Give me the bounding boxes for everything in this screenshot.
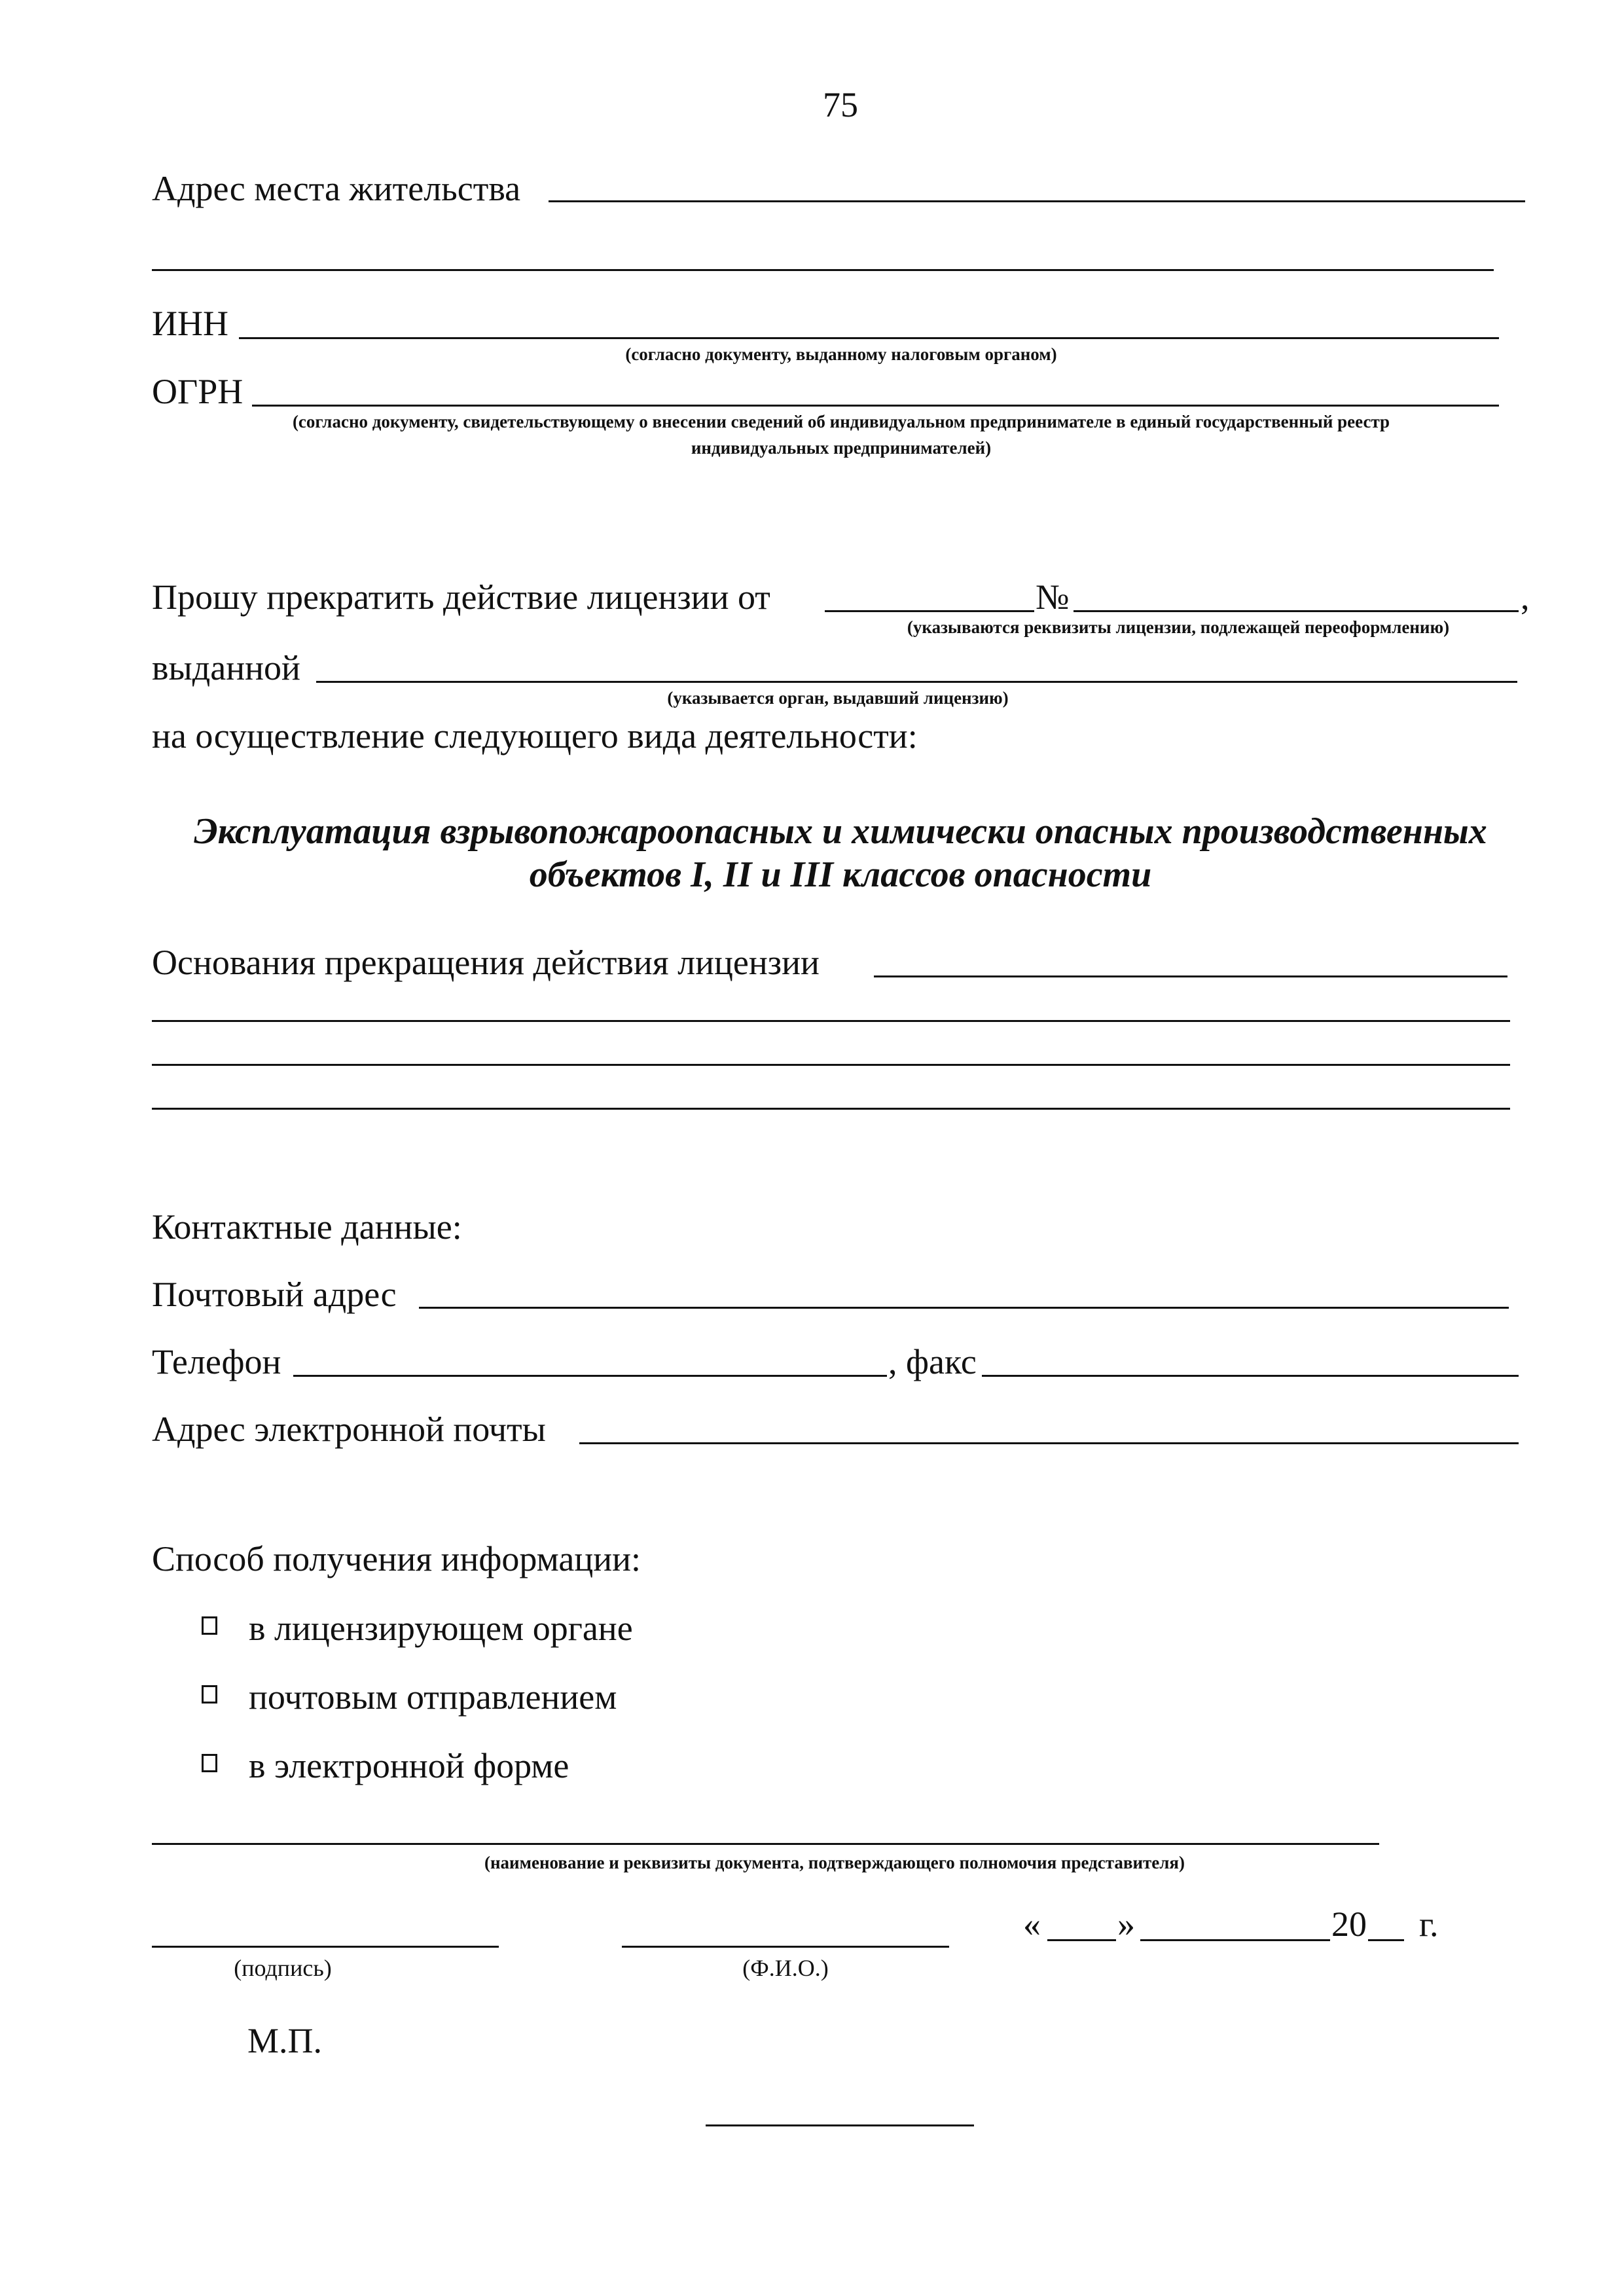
- activity-title-line2: объектов I, II и III классов опасности: [529, 854, 1152, 895]
- delivery-option-checkbox-3[interactable]: [202, 1754, 217, 1772]
- activity-intro: на осуществление следующего вида деятельности:: [152, 716, 918, 756]
- date-year-suffix: г.: [1419, 1904, 1439, 1944]
- issuer-note: (указывается орган, выдавший лицензию): [667, 688, 1009, 708]
- postal-address-label: Почтовый адрес: [152, 1275, 397, 1314]
- stamp-placeholder: М.П.: [247, 2021, 323, 2060]
- inn-label: ИНН: [152, 304, 228, 343]
- email-field-line[interactable]: [579, 1442, 1519, 1444]
- date-year-prefix: 20: [1331, 1904, 1367, 1944]
- grounds-field-line-2[interactable]: [152, 1020, 1510, 1022]
- delivery-option-label-3: в электронной форме: [249, 1746, 569, 1785]
- signature-field-line[interactable]: [152, 1946, 499, 1948]
- representative-document-note: (наименование и реквизиты документа, подтверждающего полномочия представителя): [484, 1853, 1185, 1872]
- ogrn-note-line2: индивидуальных предпринимателей): [691, 438, 992, 458]
- signature-label: (подпись): [234, 1955, 332, 1981]
- grounds-field-line[interactable]: [874, 975, 1507, 977]
- activity-title-line1: Эксплуатация взрывопожароопасных и химически опасных производственных: [194, 811, 1487, 852]
- email-label: Адрес электронной почты: [152, 1410, 546, 1449]
- issuer-field-line[interactable]: [316, 681, 1517, 683]
- date-close-quote: »: [1117, 1904, 1135, 1944]
- address-field-line-2[interactable]: [152, 269, 1494, 271]
- inn-field-line[interactable]: [239, 337, 1499, 339]
- postal-address-field-line[interactable]: [419, 1307, 1509, 1309]
- delivery-option-checkbox-2[interactable]: [202, 1685, 217, 1704]
- date-month-field-line[interactable]: [1140, 1939, 1330, 1941]
- fax-label: , факс: [888, 1342, 977, 1381]
- delivery-option-checkbox-1[interactable]: [202, 1616, 217, 1635]
- address-field-line[interactable]: [549, 200, 1525, 202]
- phone-field-line[interactable]: [293, 1375, 887, 1377]
- ogrn-label: ОГРН: [152, 372, 244, 411]
- date-day-field-line[interactable]: [1047, 1939, 1116, 1941]
- grounds-field-line-4[interactable]: [152, 1108, 1510, 1110]
- delivery-heading: Способ получения информации:: [152, 1539, 641, 1578]
- date-open-quote: «: [1023, 1904, 1041, 1944]
- address-label: Адрес места жительства: [152, 169, 521, 208]
- bottom-divider: [706, 2124, 974, 2126]
- page-number: 75: [823, 85, 858, 124]
- ogrn-note-line1: (согласно документу, свидетельствующему о внесении сведений об индивидуальном предпринимателе в единый государственный реестр: [292, 412, 1390, 431]
- grounds-label: Основания прекращения действия лицензии: [152, 943, 820, 982]
- license-date-field-line[interactable]: [825, 610, 1034, 612]
- delivery-option-label-2: почтовым отправлением: [249, 1677, 617, 1717]
- license-details-note: (указываются реквизиты лицензии, подлежащей переоформлению): [907, 617, 1450, 637]
- request-comma: ,: [1521, 577, 1530, 617]
- date-year-field-line[interactable]: [1368, 1939, 1404, 1941]
- fio-field-line[interactable]: [622, 1946, 949, 1948]
- issued-by-label: выданной: [152, 648, 300, 687]
- phone-label: Телефон: [152, 1342, 281, 1381]
- representative-document-field-line[interactable]: [152, 1843, 1379, 1845]
- request-text: Прошу прекратить действие лицензии от: [152, 577, 770, 617]
- inn-note: (согласно документу, выданному налоговым органом): [625, 344, 1057, 364]
- ogrn-field-line[interactable]: [252, 405, 1499, 407]
- fio-label: (Ф.И.О.): [742, 1955, 829, 1981]
- contacts-heading: Контактные данные:: [152, 1207, 462, 1247]
- delivery-option-label-1: в лицензирующем органе: [249, 1609, 633, 1648]
- grounds-field-line-3[interactable]: [152, 1064, 1510, 1066]
- license-number-field-line[interactable]: [1074, 610, 1519, 612]
- fax-field-line[interactable]: [982, 1375, 1519, 1377]
- number-sign: №: [1036, 577, 1070, 617]
